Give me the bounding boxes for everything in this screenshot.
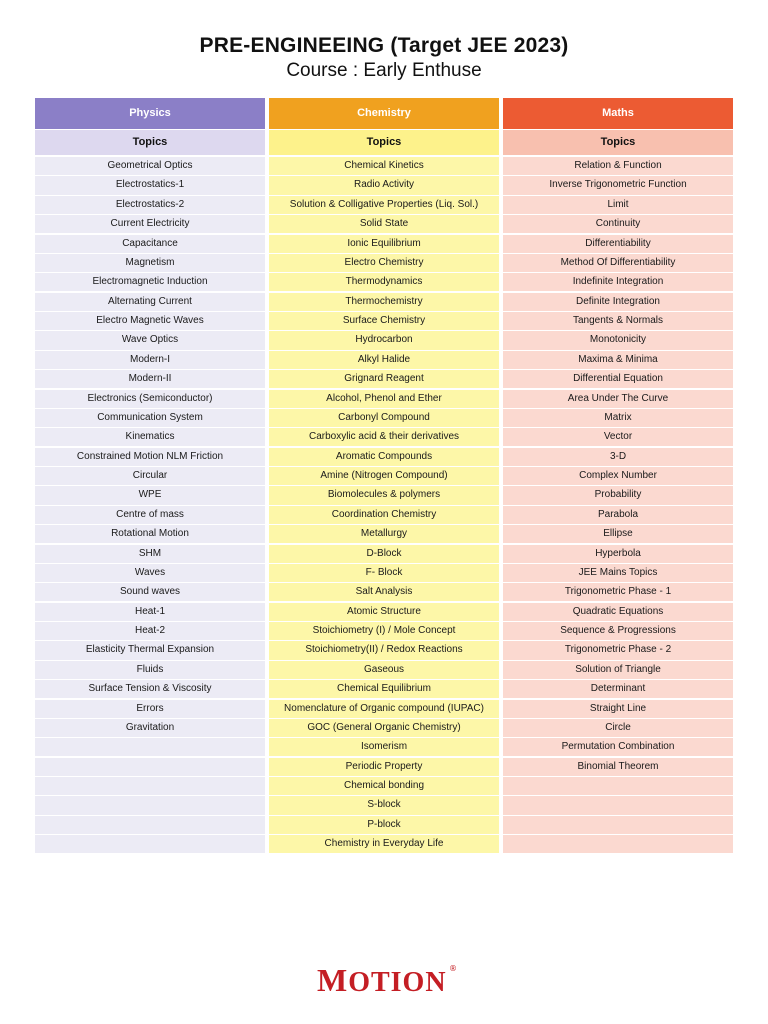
physics-topic-cell — [35, 835, 265, 853]
physics-topic-cell: Sound waves — [35, 583, 265, 601]
chemistry-topic-cell: S-block — [269, 796, 499, 814]
physics-topic-cell: Gravitation — [35, 719, 265, 737]
maths-topic-cell: Circle — [503, 719, 733, 737]
maths-header: Maths — [503, 98, 733, 129]
physics-topic-cell: Kinematics — [35, 428, 265, 446]
chemistry-topic-cell: P-block — [269, 816, 499, 834]
maths-topic-list — [503, 157, 733, 855]
maths-topic-cell: Sequence & Progressions — [503, 622, 733, 640]
maths-topic-cell: JEE Mains Topics — [503, 564, 733, 582]
syllabus-table — [35, 98, 733, 855]
maths-topic-cell: Trigonometric Phase - 1 — [503, 583, 733, 601]
physics-topic-cell: Wave Optics — [35, 331, 265, 349]
physics-topic-cell: Capacitance — [35, 235, 265, 253]
physics-topic-cell: Electromagnetic Induction — [35, 273, 265, 291]
registered-mark: ® — [449, 964, 457, 973]
chemistry-subheader: Topics — [269, 130, 499, 155]
chemistry-topic-cell: Thermodynamics — [269, 273, 499, 291]
chemistry-topic-cell: Gaseous — [269, 661, 499, 679]
physics-topic-cell: Alternating Current — [35, 293, 265, 311]
maths-topic-cell — [503, 796, 733, 814]
chemistry-topic-cell: Carboxylic acid & their derivatives — [269, 428, 499, 446]
page-title: PRE-ENGINEEING (Target JEE 2023) — [199, 34, 569, 57]
physics-subheader: Topics — [35, 130, 265, 155]
maths-topic-cell: Inverse Trigonometric Function — [503, 176, 733, 194]
maths-topic-cell: Limit — [503, 196, 733, 214]
chemistry-topic-cell: Surface Chemistry — [269, 312, 499, 330]
chemistry-column — [269, 98, 499, 855]
chemistry-topic-cell: Stoichiometry(II) / Redox Reactions — [269, 641, 499, 659]
physics-topic-cell: Modern-II — [35, 370, 265, 388]
chemistry-topic-cell: Solution & Colligative Properties (Liq. Sol.) — [269, 196, 499, 214]
physics-topic-cell: Electrostatics-1 — [35, 176, 265, 194]
physics-topic-cell: Electrostatics-2 — [35, 196, 265, 214]
physics-topic-cell: Centre of mass — [35, 506, 265, 524]
physics-topic-cell: Fluids — [35, 661, 265, 679]
chemistry-topic-cell: Electro Chemistry — [269, 254, 499, 272]
physics-topic-cell: Rotational Motion — [35, 525, 265, 543]
maths-topic-cell: Maxima & Minima — [503, 351, 733, 369]
chemistry-topic-cell: Solid State — [269, 215, 499, 233]
maths-topic-cell: Parabola — [503, 506, 733, 524]
maths-subheader: Topics — [503, 130, 733, 155]
physics-topic-cell: WPE — [35, 486, 265, 504]
page-subtitle: Course : Early Enthuse — [286, 60, 482, 81]
physics-topic-cell: Waves — [35, 564, 265, 582]
maths-topic-cell: Straight Line — [503, 700, 733, 718]
physics-topic-cell — [35, 738, 265, 756]
maths-topic-cell: Method Of Differentiability — [503, 254, 733, 272]
physics-topic-cell: Current Electricity — [35, 215, 265, 233]
chemistry-topic-cell: Chemical Kinetics — [269, 157, 499, 175]
physics-topic-cell: Surface Tension & Viscosity — [35, 680, 265, 698]
physics-topic-cell: Heat-1 — [35, 603, 265, 621]
chemistry-topic-cell: Hydrocarbon — [269, 331, 499, 349]
chemistry-topic-cell: GOC (General Organic Chemistry) — [269, 719, 499, 737]
chemistry-topic-cell: Chemistry in Everyday Life — [269, 835, 499, 853]
maths-column — [503, 98, 733, 855]
physics-topic-cell: Electro Magnetic Waves — [35, 312, 265, 330]
physics-topic-cell: Constrained Motion NLM Friction — [35, 448, 265, 466]
maths-topic-cell: Monotonicity — [503, 331, 733, 349]
physics-topic-cell: Circular — [35, 467, 265, 485]
chemistry-topic-cell: Chemical bonding — [269, 777, 499, 795]
maths-topic-cell: Solution of Triangle — [503, 661, 733, 679]
maths-topic-cell: Probability — [503, 486, 733, 504]
physics-topic-cell — [35, 796, 265, 814]
physics-topic-cell: Geometrical Optics — [35, 157, 265, 175]
maths-topic-cell: Definite Integration — [503, 293, 733, 311]
chemistry-topic-cell: Ionic Equilibrium — [269, 235, 499, 253]
chemistry-topic-cell: Stoichiometry (I) / Mole Concept — [269, 622, 499, 640]
chemistry-topic-cell: Biomolecules & polymers — [269, 486, 499, 504]
physics-topic-cell: Elasticity Thermal Expansion — [35, 641, 265, 659]
maths-topic-cell: Indefinite Integration — [503, 273, 733, 291]
chemistry-topic-cell: Isomerism — [269, 738, 499, 756]
maths-topic-cell: Relation & Function — [503, 157, 733, 175]
physics-topic-cell: Magnetism — [35, 254, 265, 272]
physics-topic-list — [35, 157, 265, 855]
physics-topic-cell: Electronics (Semiconductor) — [35, 390, 265, 408]
physics-topic-cell: Communication System — [35, 409, 265, 427]
maths-topic-cell: Hyperbola — [503, 545, 733, 563]
chemistry-topic-cell: Radio Activity — [269, 176, 499, 194]
maths-topic-cell: Complex Number — [503, 467, 733, 485]
maths-topic-cell: Matrix — [503, 409, 733, 427]
chemistry-topic-cell: Periodic Property — [269, 758, 499, 776]
chemistry-topic-cell: F- Block — [269, 564, 499, 582]
maths-topic-cell: Trigonometric Phase - 2 — [503, 641, 733, 659]
chemistry-header: Chemistry — [269, 98, 499, 129]
physics-topic-cell: Modern-I — [35, 351, 265, 369]
chemistry-topic-list — [269, 157, 499, 855]
chemistry-topic-cell: Nomenclature of Organic compound (IUPAC) — [269, 700, 499, 718]
chemistry-topic-cell: Grignard Reagent — [269, 370, 499, 388]
maths-topic-cell: Quadratic Equations — [503, 603, 733, 621]
maths-topic-cell — [503, 816, 733, 834]
maths-topic-cell: Continuity — [503, 215, 733, 233]
chemistry-topic-cell: Coordination Chemistry — [269, 506, 499, 524]
maths-topic-cell: Vector — [503, 428, 733, 446]
chemistry-topic-cell: D-Block — [269, 545, 499, 563]
logo-wordmark: MOTION — [317, 962, 447, 998]
chemistry-topic-cell: Carbonyl Compound — [269, 409, 499, 427]
motion-logo — [317, 962, 457, 996]
chemistry-topic-cell: Alcohol, Phenol and Ether — [269, 390, 499, 408]
maths-topic-cell: Determinant — [503, 680, 733, 698]
physics-topic-cell — [35, 777, 265, 795]
maths-topic-cell: Differential Equation — [503, 370, 733, 388]
maths-topic-cell — [503, 835, 733, 853]
chemistry-topic-cell: Thermochemistry — [269, 293, 499, 311]
chemistry-topic-cell: Aromatic Compounds — [269, 448, 499, 466]
maths-topic-cell: Area Under The Curve — [503, 390, 733, 408]
maths-topic-cell: Binomial Theorem — [503, 758, 733, 776]
physics-topic-cell: Heat-2 — [35, 622, 265, 640]
maths-topic-cell: 3-D — [503, 448, 733, 466]
physics-topic-cell: SHM — [35, 545, 265, 563]
physics-topic-cell: Errors — [35, 700, 265, 718]
maths-topic-cell: Ellipse — [503, 525, 733, 543]
physics-header: Physics — [35, 98, 265, 129]
maths-topic-cell: Permutation Combination — [503, 738, 733, 756]
chemistry-topic-cell: Chemical Equilibrium — [269, 680, 499, 698]
chemistry-topic-cell: Salt Analysis — [269, 583, 499, 601]
chemistry-topic-cell: Alkyl Halide — [269, 351, 499, 369]
physics-topic-cell — [35, 816, 265, 834]
chemistry-topic-cell: Metallurgy — [269, 525, 499, 543]
physics-topic-cell — [35, 758, 265, 776]
chemistry-topic-cell: Atomic Structure — [269, 603, 499, 621]
physics-column — [35, 98, 265, 855]
maths-topic-cell: Differentiability — [503, 235, 733, 253]
chemistry-topic-cell: Amine (Nitrogen Compound) — [269, 467, 499, 485]
maths-topic-cell: Tangents & Normals — [503, 312, 733, 330]
maths-topic-cell — [503, 777, 733, 795]
